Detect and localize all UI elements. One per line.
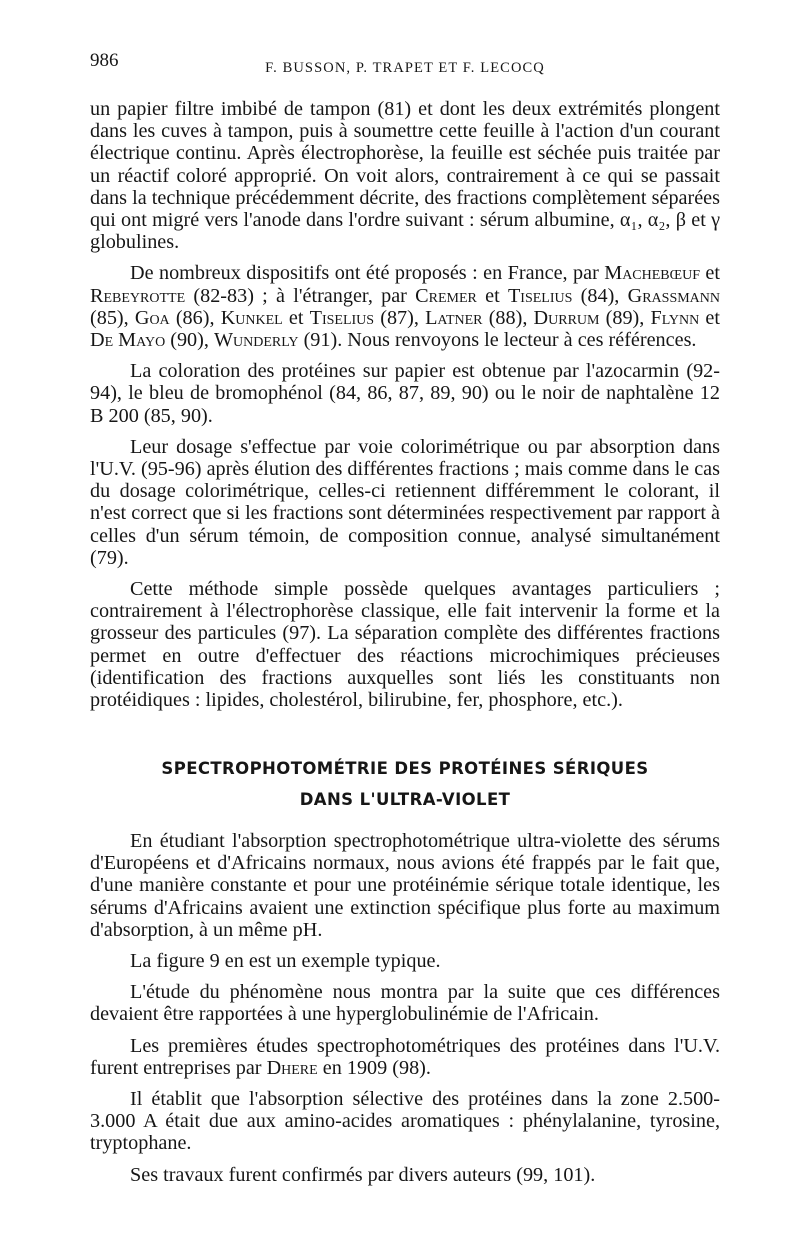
body-text-spectrophotometry <box>90 830 720 1195</box>
paragraph-absorption-study: En étudiant l'absorption spectrophotométrique ultra-violette des sérums d'Européens et d'Africains normaux, nous avions été frappés par le fait que, d'une manière constante et pour une protéinémie sérique totale identique, les sérums d'Africains avaient une extinction spécifique plus forte au maximum d'absorption, à un même pH. <box>90 830 720 941</box>
author-name: Flynn <box>650 306 700 329</box>
author-name: Goa <box>134 306 170 329</box>
text: (90), <box>165 329 214 352</box>
paragraph-first-studies <box>90 1035 720 1079</box>
section-heading-line-2: DANS L'ULTRA-VIOLET <box>299 790 511 809</box>
running-head-authors: F. BUSSON, P. TRAPET ET F. LECOCQ <box>265 60 545 76</box>
text: et <box>476 284 508 307</box>
text: et <box>700 262 721 285</box>
author-name: Dhere <box>266 1056 318 1079</box>
paragraph-staining: La coloration des protéines sur papier est obtenue par l'azocarmin (92-94), le bleu de bromophénol (84, 86, 87, 89, 90) ou le noir de naphtalène 12 B 200 (85, 90). <box>90 360 720 427</box>
section-heading-line-1: SPECTROPHOTOMÉTRIE DES PROTÉINES SÉRIQUES <box>161 759 649 778</box>
text: (86), <box>169 306 221 329</box>
paragraph-assay: Leur dosage s'effectue par voie colorimétrique ou par absorption dans l'U.V. (95-96) après élution des différentes fractions ; mais comme dans le cas du dosage colorimétrique, celles-ci retiennent différemment le colorant, il n'est correct que si les fractions sont déterminées respectivement par rapport à celles d'un sérum témoin, de composition connue, analysé simultanément (79). <box>90 435 720 569</box>
paragraph-hyperglobulinemia: L'étude du phénomène nous montra par la suite que ces différences devaient être rapportées à une hyperglobulinémie de l'Africain. <box>90 981 720 1026</box>
text: et <box>282 306 310 329</box>
section-heading <box>90 753 720 815</box>
text: Les premières études spectrophotométriques des protéines dans l'U.V. furent entreprises par <box>90 1034 720 1079</box>
author-name: Wunderly <box>213 329 299 352</box>
author-name: Rebeyrotte <box>90 284 186 307</box>
author-name: Tiselius <box>309 306 375 329</box>
text: et <box>699 306 720 329</box>
paragraph-confirmation: Ses travaux furent confirmés par divers auteurs (99, 101). <box>130 1163 596 1186</box>
text: (82-83) ; à l'étranger, par <box>185 284 416 307</box>
text: (89), <box>599 306 651 329</box>
body-text-electrophoresis <box>90 98 720 720</box>
text: (85), <box>90 306 135 329</box>
author-name: De Mayo <box>90 329 166 352</box>
author-name: Tiselius <box>507 284 573 307</box>
author-name: Kunkel <box>220 306 283 329</box>
text: (87), <box>374 306 426 329</box>
text: en 1909 (98). <box>317 1056 431 1079</box>
paragraph-figure-reference: La figure 9 en est un exemple typique. <box>130 950 441 973</box>
running-head <box>90 50 720 80</box>
paragraph-devices <box>90 262 720 351</box>
author-name: Durrum <box>533 306 600 329</box>
page-number: 986 <box>90 50 119 71</box>
author-name: Machebœuf <box>604 262 700 285</box>
author-name: Latner <box>425 306 483 329</box>
author-name: Grassmann <box>627 284 721 307</box>
text: De nombreux dispositifs ont été proposés : en France, par <box>130 262 605 285</box>
text: (88), <box>482 306 534 329</box>
paragraph-advantages: Cette méthode simple possède quelques avantages particuliers ; contrairement à l'électrophorèse classique, elle fait intervenir la forme et la grosseur des particules (97). La séparation complète des différentes fractions permet en outre d'effectuer des réactions microchimiques précieuses (identification des fractions auxquelles sont liés les constituants non protéidiques : lipides, cholestérol, bilirubine, fer, phosphore, etc.). <box>90 578 720 712</box>
paragraph-paper-electrophoresis: un papier filtre imbibé de tampon (81) et dont les deux extrémités plongent dans les cuves à tampon, puis à soumettre cette feuille à l'action d'un courant électrique continu. Après électrophorèse, la feuille est séchée puis traitée par un réactif coloré approprié. On voit alors, contrairement à ce qui se passait dans la technique précédemment décrite, des fractions complètement séparées qui ont migré vers l'anode dans l'ordre suivant : sérum albumine, α₁, α₂, β et γ globulines. <box>90 98 720 254</box>
text: (84), <box>572 284 628 307</box>
text: (91). Nous renvoyons le lecteur à ces références. <box>298 329 697 352</box>
paragraph-aromatic-amino-acids: Il établit que l'absorption sélective des protéines dans la zone 2.500-3.000 A était due aux amino-acides aromatiques : phénylalanine, tyrosine, tryptophane. <box>90 1088 720 1155</box>
author-name: Cremer <box>415 284 477 307</box>
